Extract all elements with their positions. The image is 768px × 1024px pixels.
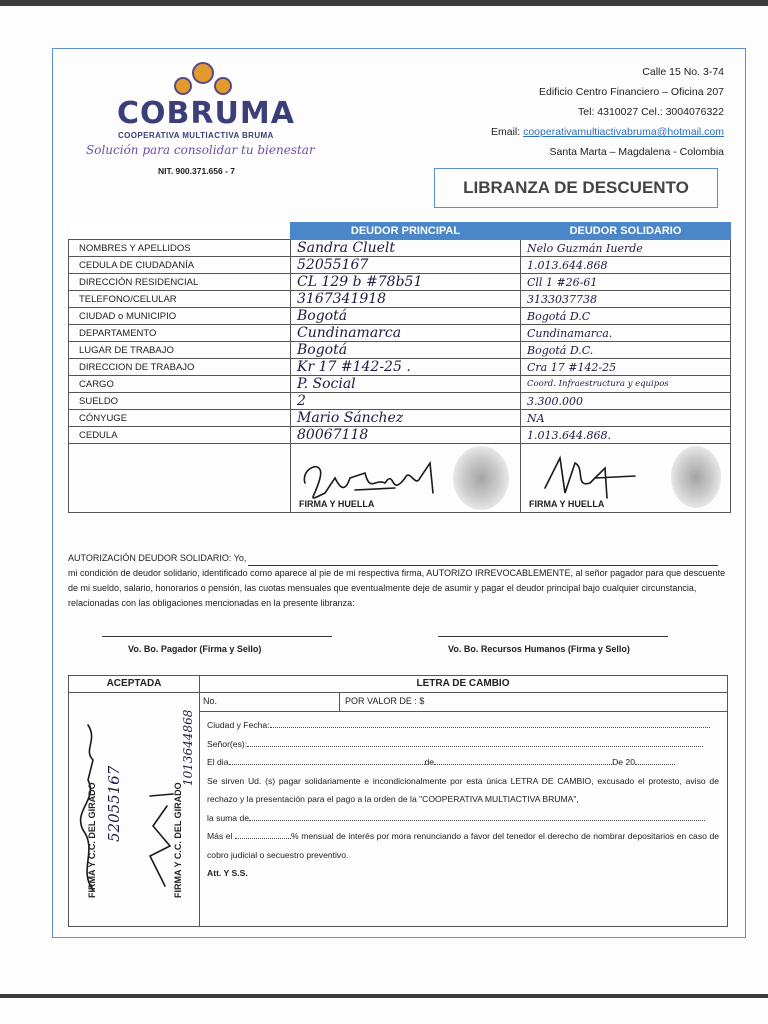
table-row [69,393,731,410]
authorization-lead: AUTORIZACIÓN DEUDOR SOLIDARIO: Yo, [68,553,247,563]
principal-value: 2 [291,393,521,410]
solidario-value: 3.300.000 [521,393,731,410]
principal-value: Mario Sánchez [291,410,521,427]
table-row [69,342,731,359]
row-label: CIUDAD o MUNICIPIO [69,308,291,325]
aceptada-header: ACEPTADA [69,676,199,693]
address-line1: Calle 15 No. 3-74 [642,66,724,78]
girado-cc-1: 52055167 [105,765,123,842]
solidario-value: 3133037738 [521,291,731,308]
authorization-lead-row [68,551,730,566]
letra-no-label: No. [203,696,218,706]
principal-value: P. Social [291,376,521,393]
col-solidario: DEUDOR SOLIDARIO [521,223,731,240]
logo-icon [168,60,238,98]
suma-label: la suma de [207,812,250,823]
brand-name: COBRUMA [117,96,295,131]
interes-row [207,827,719,864]
ciudad-fecha-row [207,716,719,735]
principal-sig-label: FIRMA Y HUELLA [299,499,375,509]
senores-label: Señor(es): [207,738,248,749]
scan-bottom-edge [0,994,768,998]
vb-pagador-label: Vo. Bo. Pagador (Firma y Sello) [128,644,262,654]
letra-number-row [199,693,727,712]
row-label: LUGAR DE TRABAJO [69,342,291,359]
principal-fingerprint [453,446,509,510]
vb-rrhh-line [438,636,668,637]
solidario-signature-cell [521,444,731,513]
de20-label: De 20 [612,757,635,767]
el-dia-label: El dia [207,757,229,767]
authorization-text: mi condición de deudor solidario, identificado como aparece al pie de mi respectiva firma, AUTORIZO IRREVOCABLEMENTE, al señor pagador para que descuente de mi sueldo, salario, honorarios o pensión, las cuotas mensuales que eventualmente deje de asumir y pagar el deudor principal bajo cualquier circunstancia, relacionadas con las obligaciones mencionadas en la presente libranza: [68,568,726,608]
phones: Tel: 4310027 Cel.: 3004076322 [578,106,724,118]
ciudad-fecha-line [270,727,710,728]
de-label: de [424,757,435,767]
letra-box [68,675,728,927]
principal-value: Sandra Cluelt [291,240,521,257]
aceptada-column [69,676,200,926]
senores-row [207,735,719,754]
firma-cc-label-1: FIRMA Y C.C. DEL GIRADO [87,782,97,898]
solidario-fingerprint [671,446,721,508]
aceptada-signature-2 [145,766,175,896]
table-row [69,274,731,291]
row-label: DEPARTAMENTO [69,325,291,342]
girado-cc-2: 1013644868 [181,709,195,786]
table-row [69,257,731,274]
solidario-value: Coord. Infraestructura y equipos [521,376,731,393]
firma-cc-label-2: FIRMA Y C.C. DEL GIRADO [173,782,183,898]
email-label: Email: [490,126,521,138]
row-label: NOMBRES Y APELLIDOS [69,240,291,257]
scan-top-edge [0,0,768,6]
solidario-value: Cundinamarca. [521,325,731,342]
ciudad-fecha-label: Ciudad y Fecha: [207,720,270,730]
doc-title: LIBRANZA DE DESCUENTO [434,168,718,208]
solidario-sig-label: FIRMA Y HUELLA [529,499,605,509]
suma-row [207,809,719,828]
principal-value: Kr 17 #142-25 . [291,359,521,376]
solidario-value: 1.013.644.868. [521,427,731,444]
table-row [69,308,731,325]
row-label: DIRECCION DE TRABAJO [69,359,291,376]
row-label: SUELDO [69,393,291,410]
table-header [69,223,731,240]
solidario-value: Nelo Guzmán Iuerde [521,240,731,257]
email-row [491,126,724,138]
debtor-table [68,222,731,513]
solidario-value: Cll 1 #26-61 [521,274,731,291]
solidario-value: 1.013.644.868 [521,257,731,274]
principal-signature-cell [291,444,521,513]
table-row [69,325,731,342]
solidario-value: Cra 17 #142-25 [521,359,731,376]
table-row [69,376,731,393]
principal-value: 52055167 [291,257,521,274]
table-row [69,359,731,376]
table-row [69,427,731,444]
principal-value: Bogotá [291,342,521,359]
suma-line [249,820,705,821]
col-principal: DEUDOR PRINCIPAL [291,223,521,240]
sig-blank [69,444,291,513]
row-label: CÓNYUGE [69,410,291,427]
signature-row [69,444,731,513]
table-row [69,291,731,308]
principal-value: 3167341918 [291,291,521,308]
senores-line [247,746,703,747]
address-line2: Edificio Centro Financiero – Oficina 207 [538,86,724,98]
letra-divider [339,693,340,711]
solidario-value: Bogotá D.C. [521,342,731,359]
interes-line [235,838,291,839]
row-label: DIRECCIÓN RESIDENCIAL [69,274,291,291]
solidario-value: NA [521,410,731,427]
row-label: CEDULA [69,427,291,444]
el-dia-line [229,764,425,765]
letra-title: LETRA DE CAMBIO [199,676,727,693]
att-label: Att. Y S.S. [207,868,248,878]
row-label: CARGO [69,376,291,393]
principal-value: CL 129 b #78b51 [291,274,521,291]
email-link[interactable]: cooperativamultiactivabruma@hotmail.com [523,126,724,138]
header-blank [69,223,291,240]
row-label: CEDULA DE CIUDADANÍA [69,257,291,274]
letra-paragraph: Se sirven Ud. (s) pagar solidariamente e incondicionalmente por esta única LETRA DE CAMBIO, excusado el protesto, aviso de rechazo y la presentación para el pago a la orden de la "COOPERATIVA MULTIACTIVA BRUMA", [207,775,719,804]
el-dia-row [207,753,719,772]
solidario-value: Bogotá D.C [521,308,731,325]
vb-rrhh-label: Vo. Bo. Recursos Humanos (Firma y Sello) [448,644,630,654]
interes-text: % mensual de interés por mora renunciando a favor del tenedor el derecho de nombrar depositarios en caso de cobro judicial o secuestro preventivo. [207,831,719,860]
table-row [69,240,731,257]
coop-name: COOPERATIVA MULTIACTIVA BRUMA [118,131,274,140]
de20-line [635,764,675,765]
nit: NIT. 900.371.656 - 7 [158,166,236,176]
vb-pagador-line [102,636,332,637]
authorization-block [68,551,730,611]
principal-value: 80067118 [291,427,521,444]
por-valor-label: POR VALOR DE : $ [345,696,425,706]
slogan: Solución para consolidar tu bienestar [86,143,315,157]
city: Santa Marta – Magdalena - Colombia [549,146,724,158]
table-row [69,410,731,427]
principal-value: Cundinamarca [291,325,521,342]
mas-el-label: Más el [207,831,233,841]
row-label: TELEFONO/CELULAR [69,291,291,308]
de-line [434,764,612,765]
letra-de-cambio [199,676,727,926]
principal-value: Bogotá [291,308,521,325]
letra-body [199,712,727,883]
